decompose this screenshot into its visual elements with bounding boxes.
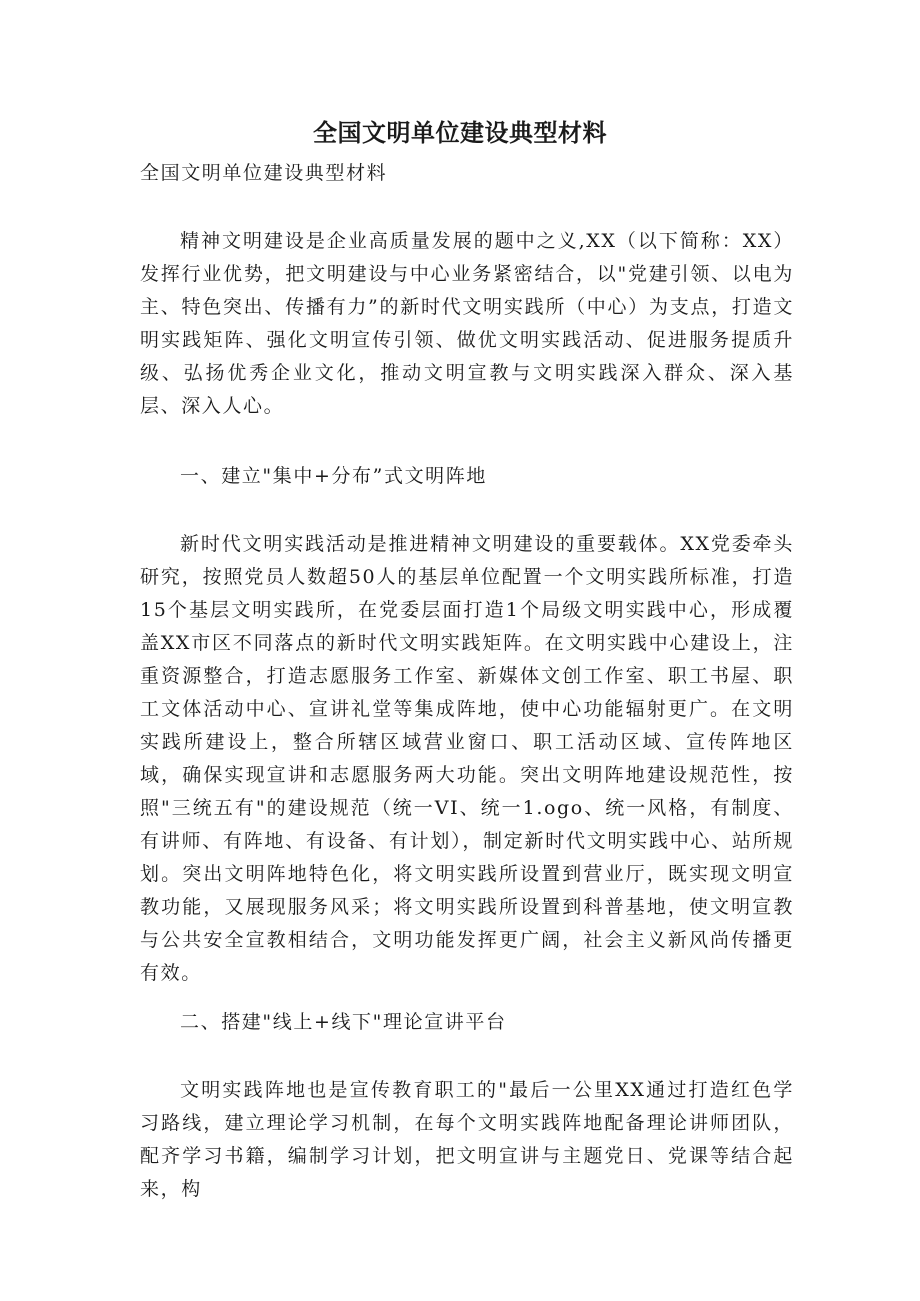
- document-subtitle: 全国文明单位建设典型材料: [140, 162, 388, 184]
- section-2-heading: 二、搭建"线上+线下"理论宣讲平台: [180, 1011, 507, 1033]
- section-2-paragraph: 文明实践阵地也是宣传教育职工的"最后一公里XX通过打造红色学习路线，建立理论学习机制，在每个文明实践阵地配备理论讲师团队，配齐学习书籍，编制学习计划，把文明宣讲与主题党日、党课等结合起来，构: [140, 1079, 794, 1200]
- document-title: 全国文明单位建设典型材料: [313, 119, 607, 147]
- section-1-heading: 一、建立"集中+分布”式文明阵地: [180, 465, 487, 487]
- intro-paragraph: 精神文明建设是企业高质量发展的题中之义,XX（以下简称：XX）发挥行业优势，把文明建设与中心业务紧密结合，以"党建引领、以电为主、特色突出、传播有力”的新时代文明实践所（中心）为支点，打造文明实践矩阵、强化文明宣传引领、做优文明实践活动、促进服务提质升级、弘扬优秀企业文化，推动文明宣教与文明实践深入群众、深入基层、深入人心。: [140, 230, 794, 417]
- section-1-paragraph: 新时代文明实践活动是推进精神文明建设的重要载体。XX党委牵头研究，按照党员人数超50人的基层单位配置一个文明实践所标准，打造15个基层文明实践所，在党委层面打造1个局级文明实践中心，形成覆盖XX市区不同落点的新时代文明实践矩阵。在文明实践中心建设上，注重资源整合，打造志愿服务工作室、新媒体文创工作室、职工书屋、职工文体活动中心、宣讲礼堂等集成阵地，使中心功能辐射更广。在文明实践所建设上，整合所辖区域营业窗口、职工活动区域、宣传阵地区域，确保实现宣讲和志愿服务两大功能。突出文明阵地建设规范性，按照"三统五有"的建设规范（统一VI、统一1.ogo、统一风格，有制度、有讲师、有阵地、有设备、有计划），制定新时代文明实践中心、站所规划。突出文明阵地特色化，将文明实践所设置到营业厅，既实现文明宣教功能，又展现服务风采；将文明实践所设置到科普基地，使文明宣教与公共安全宣教相结合，文明功能发挥更广阔，社会主义新风尚传播更有效。: [140, 533, 794, 984]
